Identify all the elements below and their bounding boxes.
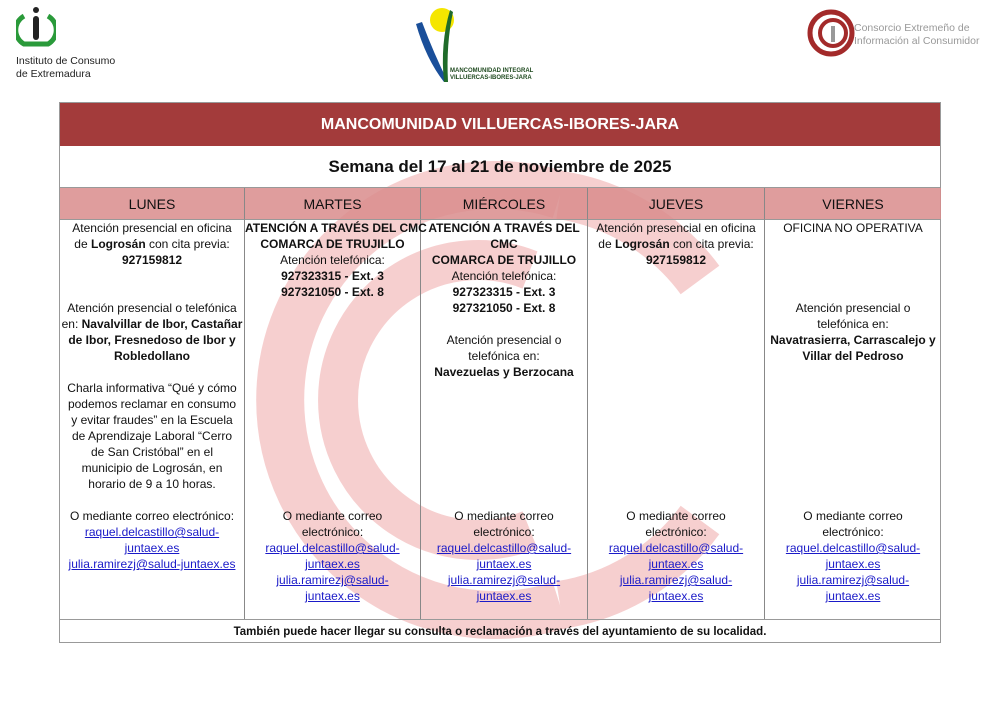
cell-line <box>60 444 244 460</box>
text: electrónico: <box>822 525 884 539</box>
day-header-jueves: JUEVES <box>588 188 765 220</box>
cell-line <box>421 332 587 348</box>
cell-line <box>245 236 420 252</box>
cell-line <box>421 540 587 556</box>
text: Atención telefónica: <box>280 253 385 267</box>
bold-text: COMARCA DE TRUJILLO <box>431 253 577 267</box>
cell-line <box>421 364 587 380</box>
cell-line <box>245 252 420 268</box>
bold-text: 927321050 - Ext. 8 <box>452 301 556 315</box>
logo-center-line1: MANCOMUNIDAD INTEGRAL <box>450 68 534 74</box>
email-link[interactable]: juntaex.es <box>825 589 881 603</box>
bold-text: Navezuelas y Berzocana <box>434 365 574 379</box>
cell-line <box>588 540 764 556</box>
cell-line <box>421 268 587 284</box>
cell-line <box>60 524 244 540</box>
text: de Aprendizaje Laboral “Cerro <box>71 429 233 443</box>
cell-line <box>765 316 941 332</box>
text: con cita previa: <box>669 237 754 251</box>
cell-line <box>245 284 420 300</box>
text: en: <box>61 317 82 331</box>
text: de <box>598 237 615 251</box>
email-link[interactable]: juntaex.es <box>648 557 704 571</box>
text: electrónico: <box>645 525 707 539</box>
cell-line <box>245 556 420 572</box>
text: podemos reclamar en consumo <box>67 397 237 411</box>
bold-text: 927323315 - Ext. 3 <box>452 285 556 299</box>
bold-text: 927321050 - Ext. 8 <box>281 285 384 299</box>
email-link[interactable]: juntaex.es <box>825 557 881 571</box>
text: O mediante correo <box>803 509 903 523</box>
email-link[interactable]: raquel.delcastillo@salud- <box>608 541 744 555</box>
cell-line <box>421 252 587 268</box>
cell-line <box>588 524 764 540</box>
email-link[interactable]: raquel.delcastillo@salud- <box>436 541 572 555</box>
logo-left-line2: de Extremadura <box>16 68 91 80</box>
email-link[interactable]: julia.ramirezj@salud- <box>796 573 910 587</box>
text: y evitar fraudes” en la Escuela <box>71 413 233 427</box>
info-i-icon <box>16 4 56 50</box>
cell-line <box>588 588 764 604</box>
email-link[interactable]: juntaex.es <box>305 557 360 571</box>
cell-line <box>421 220 587 236</box>
cell-line <box>765 556 941 572</box>
day-header-martes: MARTES <box>245 188 421 220</box>
day-header-miercoles: MIÉRCOLES <box>421 188 588 220</box>
cell-line <box>588 236 764 252</box>
bold-text: de Ibor, Fresnedoso de Ibor y <box>68 333 236 347</box>
cell-line <box>60 300 244 316</box>
cell-line <box>60 348 244 364</box>
cell-line <box>60 460 244 476</box>
bold-text: Logrosán <box>90 237 146 251</box>
email-link[interactable]: juntaex.es <box>648 589 704 603</box>
day-cell-viernes <box>765 220 941 619</box>
cell-line <box>421 284 587 300</box>
bold-text: Robledollano <box>114 349 190 363</box>
cell-line <box>765 332 941 348</box>
cell-line <box>765 220 941 236</box>
cell-line <box>588 556 764 572</box>
text: electrónico: <box>301 525 364 539</box>
logo-right-line2: Información al Consumidor <box>854 35 980 47</box>
cell-line <box>60 380 244 396</box>
bold-text: Logrosán <box>614 237 670 251</box>
cell-line <box>765 300 941 316</box>
bold-text: CMC <box>490 237 518 251</box>
bold-text: 927323315 - Ext. 3 <box>281 269 384 283</box>
cell-line <box>60 556 244 572</box>
cell-line <box>60 332 244 348</box>
email-link[interactable]: juntaex.es <box>305 589 360 603</box>
text: Charla informativa “Qué y cómo <box>67 381 237 395</box>
cell-line <box>245 524 420 540</box>
cell-line <box>60 476 244 492</box>
text: horario de 9 a 10 horas. <box>88 477 216 491</box>
text: OFICINA NO OPERATIVA <box>783 221 923 235</box>
day-header-viernes: VIERNES <box>765 188 941 220</box>
email-link[interactable]: raquel.delcastillo@salud- <box>84 525 220 539</box>
text: electrónico: <box>473 525 535 539</box>
cell-line <box>421 588 587 604</box>
cell-line <box>765 572 941 588</box>
logo-center-line2: VILLUERCAS-IBORES-JARA <box>450 75 532 81</box>
cell-line <box>60 508 244 524</box>
cell-line <box>765 524 941 540</box>
email-link[interactable]: julia.ramirezj@salud- <box>619 573 733 587</box>
cell-line <box>421 572 587 588</box>
table-title: MANCOMUNIDAD VILLUERCAS-IBORES-JARA <box>60 103 940 146</box>
text: Atención telefónica: <box>451 269 557 283</box>
cell-line <box>588 508 764 524</box>
bold-text: 927159812 <box>645 253 707 267</box>
cell-line <box>421 236 587 252</box>
bold-text: ATENCIÓN A TRAVÉS DEL <box>428 221 580 235</box>
text: O mediante correo electrónico: <box>69 509 235 523</box>
cell-line <box>60 236 244 252</box>
footer-note: También puede hacer llegar su consulta o reclamación a través del ayuntamiento de su localidad. <box>60 619 940 644</box>
text: Atención presencial o <box>795 301 911 315</box>
logo-left-line1: Instituto de Consumo <box>16 55 116 67</box>
cell-line <box>765 540 941 556</box>
bold-text: ATENCIÓN A TRAVÉS DEL CMC <box>245 221 427 235</box>
cell-line <box>245 588 420 604</box>
cell-line <box>588 572 764 588</box>
cell-line <box>60 252 244 268</box>
bold-text: COMARCA DE TRUJILLO <box>260 237 405 251</box>
schedule-table <box>59 102 941 643</box>
cell-line <box>60 428 244 444</box>
logo-right-line1: Consorcio Extremeño de <box>854 22 970 34</box>
cell-line <box>765 588 941 604</box>
text: telefónica en: <box>468 349 540 363</box>
cell-line <box>60 540 244 556</box>
email-link[interactable]: raquel.delcastillo@salud- <box>265 541 400 555</box>
cell-line <box>245 220 427 236</box>
bold-text: Villar del Pedroso <box>802 349 904 363</box>
cell-line <box>421 524 587 540</box>
text: Atención presencial en oficina <box>596 221 756 235</box>
cell-line <box>60 220 244 236</box>
bold-text: Navatrasierra, Carrascalejo y <box>770 333 936 347</box>
cell-line <box>588 220 764 236</box>
text: de San Cristóbal” en el <box>90 445 214 459</box>
text: O mediante correo <box>454 509 554 523</box>
bold-text: Navalvillar de Ibor, Castañar <box>81 317 243 331</box>
cell-line <box>421 348 587 364</box>
cell-line <box>421 508 587 524</box>
cell-line <box>60 396 244 412</box>
day-cell-jueves <box>588 220 765 619</box>
email-link[interactable]: raquel.delcastillo@salud- <box>785 541 921 555</box>
day-cell-martes <box>245 220 427 619</box>
instituto-consumo-logo <box>16 4 136 81</box>
cell-line <box>60 316 244 332</box>
email-link[interactable]: juntaex.es <box>124 541 180 555</box>
email-link[interactable]: juntaex.es <box>476 557 532 571</box>
consorcio-i-icon <box>806 8 856 58</box>
email-link[interactable]: julia.ramirezj@salud-juntaex.es <box>68 557 236 571</box>
email-link[interactable]: julia.ramirezj@salud- <box>447 573 561 587</box>
cell-line <box>245 508 420 524</box>
text: O mediante correo <box>282 509 383 523</box>
cell-line <box>245 572 420 588</box>
text: de <box>74 237 91 251</box>
email-link[interactable]: julia.ramirezj@salud- <box>276 573 389 587</box>
text: Atención presencial o <box>446 333 562 347</box>
day-cell-miercoles <box>421 220 588 619</box>
cell-line <box>421 300 587 316</box>
text: municipio de Logrosán, en <box>81 461 223 475</box>
cell-line <box>765 348 941 364</box>
text: Atención presencial en oficina <box>72 221 232 235</box>
cell-line <box>421 556 587 572</box>
text: telefónica en: <box>817 317 889 331</box>
cell-line <box>245 268 420 284</box>
text: con cita previa: <box>145 237 230 251</box>
text: Atención presencial o telefónica <box>67 301 237 315</box>
cell-line <box>765 508 941 524</box>
mancomunidad-logo <box>414 4 554 84</box>
consorcio-logo <box>806 8 996 58</box>
cell-line <box>245 540 420 556</box>
cell-line <box>588 252 764 268</box>
cell-line <box>60 412 244 428</box>
day-header-lunes: LUNES <box>60 188 245 220</box>
email-link[interactable]: juntaex.es <box>476 589 532 603</box>
week-label: Semana del 17 al 21 de noviembre de 2025 <box>60 146 940 188</box>
bold-text: 927159812 <box>121 253 183 267</box>
day-cell-lunes <box>60 220 245 619</box>
text: O mediante correo <box>626 509 726 523</box>
